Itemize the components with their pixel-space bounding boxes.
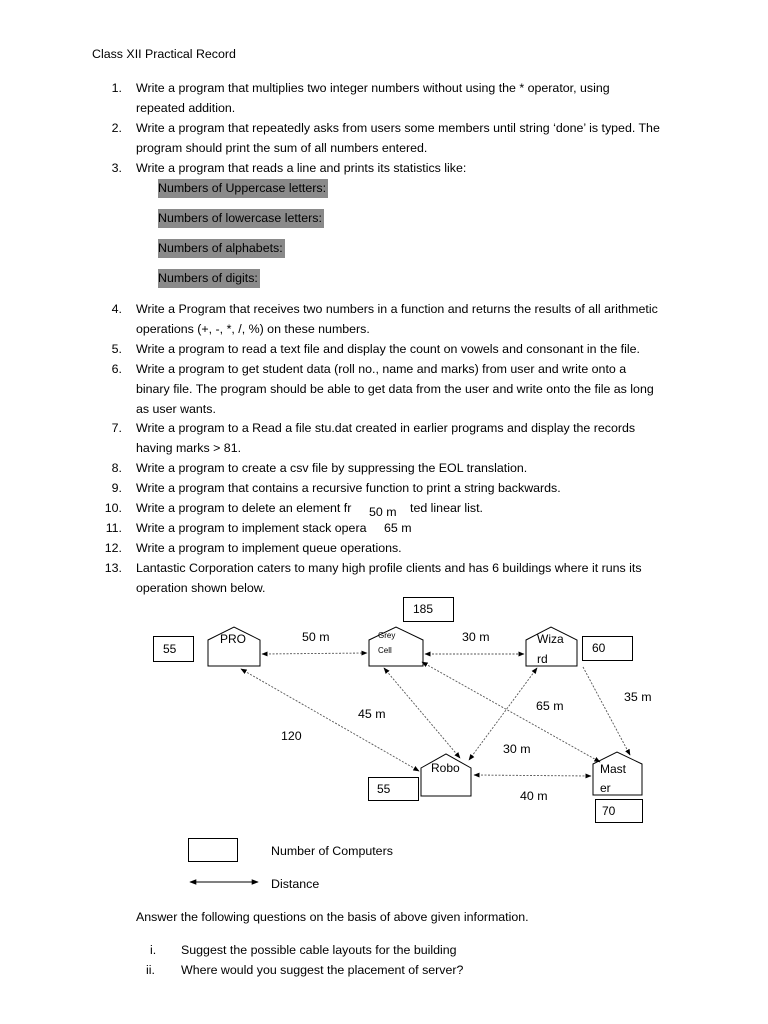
link-pro-robo xyxy=(241,669,419,771)
item-number: 12. xyxy=(104,541,122,555)
item-line: operations (+, -, *, /, %) on these numbers. xyxy=(136,322,370,336)
building-label-mast: Mast xyxy=(600,762,627,776)
item-line: Write a program to implement queue operations. xyxy=(136,541,402,555)
item-line: Write a program to implement stack opera xyxy=(136,521,367,535)
item-line: Write a program that multiplies two integer numbers without using the * operator, using xyxy=(136,81,610,95)
item-number: 6. xyxy=(111,362,122,376)
overlap-label-65m: 65 m xyxy=(384,521,412,535)
building-label-er: er xyxy=(600,781,611,795)
question-number: ii. xyxy=(146,963,155,977)
computers-box-greycell xyxy=(403,597,454,622)
item-number: 1. xyxy=(111,81,122,95)
computers-pro: 55 xyxy=(163,642,177,656)
computers-box-wizard xyxy=(582,636,633,661)
item-number: 3. xyxy=(111,161,122,175)
item-line: Write a program to delete an element fr xyxy=(136,501,352,515)
question-text: Where would you suggest the placement of server? xyxy=(181,963,464,977)
item-number: 9. xyxy=(111,481,122,495)
building-label-cell: Cell xyxy=(378,646,392,655)
distance-robo-master: 40 m xyxy=(520,789,548,803)
item-line: Write a Program that receives two numbers in a function and returns the results of all arithmetic xyxy=(136,302,658,316)
item-number: 8. xyxy=(111,461,122,475)
distance-greycell-robo: 45 m xyxy=(358,707,386,721)
link-wizard-master xyxy=(583,667,630,755)
item-line: as user wants. xyxy=(136,402,216,416)
item-line: Write a program to get student data (roll no., name and marks) from user and write onto a xyxy=(136,362,627,376)
item-number: 10. xyxy=(104,501,122,515)
computers-robo: 55 xyxy=(377,782,391,796)
legend-computers-box xyxy=(188,838,238,862)
item-line: program should print the sum of all numbers entered. xyxy=(136,141,428,155)
link-robo-master xyxy=(474,775,591,776)
item-line: Write a program to create a csv file by suppressing the EOL translation. xyxy=(136,461,528,475)
page-title: Class XII Practical Record xyxy=(92,47,236,61)
item-number: 4. xyxy=(111,302,122,316)
item-line-fragment: ted linear list. xyxy=(410,501,484,515)
building-label-rd: rd xyxy=(537,652,548,666)
item-line: having marks > 81. xyxy=(136,441,242,455)
overlap-label-50m: 50 m xyxy=(369,505,397,519)
item-line: Write a program that contains a recursive function to print a string backwards. xyxy=(136,481,561,495)
stat-digits: Numbers of digits: xyxy=(158,269,260,288)
stat-alphabets: Numbers of alphabets: xyxy=(158,239,285,258)
computers-box-pro xyxy=(153,636,194,662)
item-line: operation shown below. xyxy=(136,581,266,595)
building-label-robo: Robo xyxy=(431,761,460,775)
distance-wizard-master: 35 m xyxy=(624,690,652,704)
legend-distance-label: Distance xyxy=(271,877,320,891)
item-line: Write a program that repeatedly asks from users some members until string ‘done’ is typed. The xyxy=(136,121,660,135)
item-number: 7. xyxy=(111,421,122,435)
item-number: 2. xyxy=(111,121,122,135)
building-label-grey: Grey xyxy=(378,631,396,640)
question-intro: Answer the following questions on the basis of above given information. xyxy=(136,910,529,924)
computers-greycell: 185 xyxy=(413,602,434,616)
stat-uppercase: Numbers of Uppercase letters: xyxy=(158,179,328,198)
item-number: 5. xyxy=(111,342,122,356)
question-text: Suggest the possible cable layouts for the building xyxy=(181,943,457,957)
computers-wizard: 60 xyxy=(592,641,606,655)
item-line: Lantastic Corporation caters to many high profile clients and has 6 buildings where it runs its xyxy=(136,561,642,575)
item-line: Write a program to read a text file and display the count on vowels and consonant in the file. xyxy=(136,342,640,356)
distance-greycell-master: 65 m xyxy=(536,699,564,713)
computers-box-master xyxy=(595,799,643,823)
distance-pro-greycell: 50 m xyxy=(302,630,330,644)
item-number: 11. xyxy=(105,521,122,535)
item-line: Write a program that reads a line and prints its statistics like: xyxy=(136,161,467,175)
computers-master: 70 xyxy=(602,804,616,818)
item-line: binary file. The program should be able to get data from the user and write onto the file as long xyxy=(136,382,654,396)
item-line: repeated addition. xyxy=(136,101,236,115)
distance-robo-wizard: 30 m xyxy=(503,742,531,756)
computers-box-robo xyxy=(368,777,419,801)
building-label-wiza: Wiza xyxy=(537,632,564,646)
item-number: 13. xyxy=(104,561,122,575)
building-label-pro: PRO xyxy=(220,632,247,646)
link-greycell-robo xyxy=(384,668,460,758)
stat-lowercase: Numbers of lowercase letters: xyxy=(158,209,324,228)
distance-pro-robo: 120 xyxy=(281,729,302,743)
legend-computers-label: Number of Computers xyxy=(271,844,393,858)
distance-greycell-wizard: 30 m xyxy=(462,630,490,644)
link-pro-greycell xyxy=(262,653,367,654)
question-number: i. xyxy=(150,943,157,957)
item-line: Write a program to a Read a file stu.dat created in earlier programs and display the records xyxy=(136,421,636,435)
